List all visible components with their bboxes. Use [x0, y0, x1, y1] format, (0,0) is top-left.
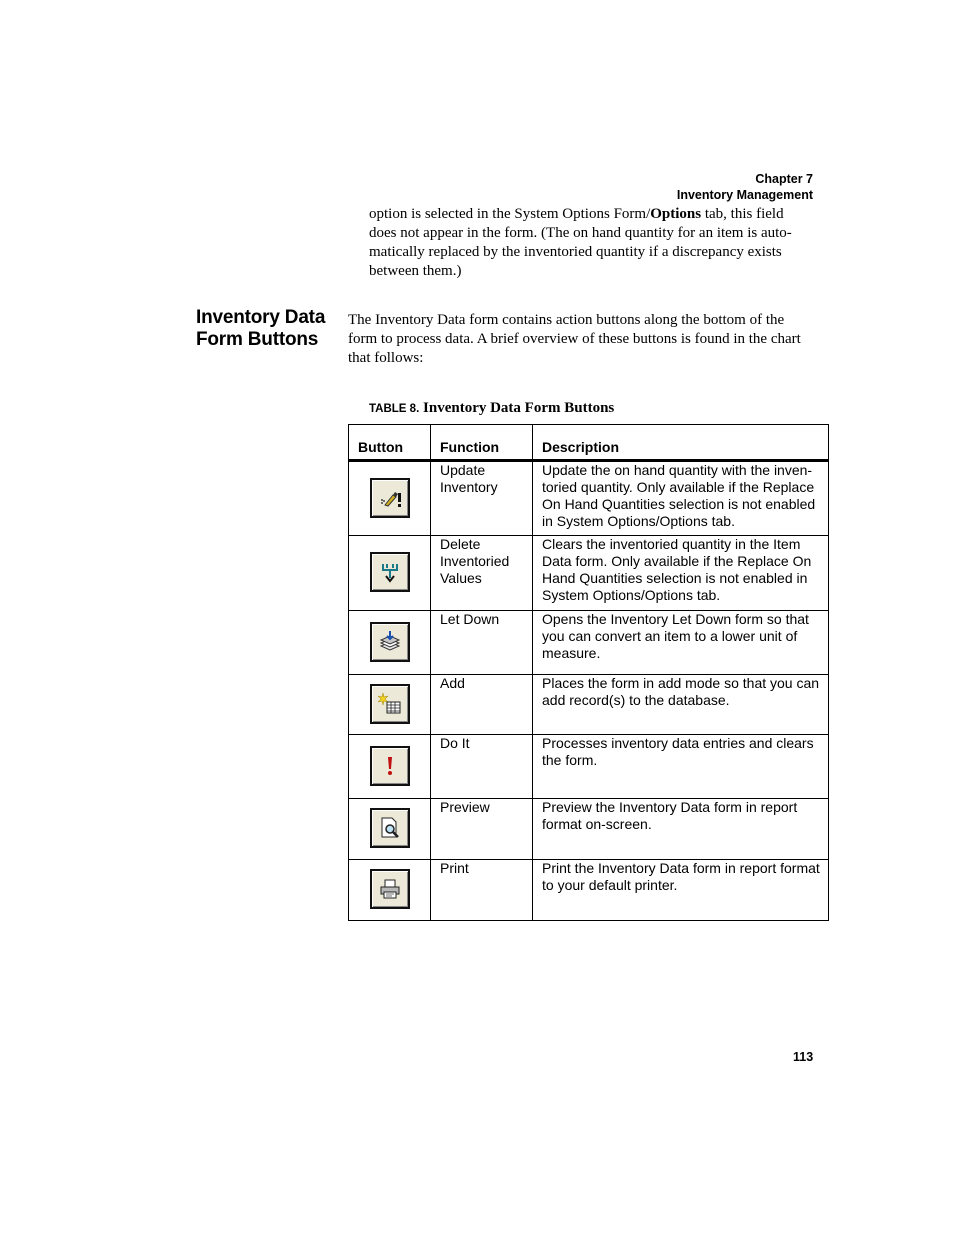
- delete-inventoried-values-button[interactable]: [370, 552, 410, 592]
- printer-icon: [377, 876, 403, 902]
- print-button[interactable]: [370, 869, 410, 909]
- intro-text-start: option is selected in the System Options Form/: [369, 206, 651, 222]
- intro-text-end: tab, this field does not appear in the form. (The on hand quantity for an item is auto-matically replaced by the inventoried quantity if a discrepancy exists between them.): [369, 206, 792, 279]
- preview-button[interactable]: [370, 808, 410, 848]
- table-caption-label: TABLE 8.: [369, 403, 420, 415]
- chapter-title: Inventory Management: [676, 188, 813, 202]
- description-cell: Print the Inventory Data form in report format to your default printer.: [533, 860, 829, 921]
- function-cell: Delete Inventoried Values: [431, 536, 533, 611]
- description-cell: Update the on hand quantity with the inven-toried quantity. Only available if the Replace On Hand Quantities selection is not enabled in System Options/Options tab.: [533, 461, 829, 536]
- table-row: [349, 611, 829, 675]
- table-header-row: [349, 425, 829, 461]
- delete-inventoried-values-icon: [377, 559, 403, 585]
- running-header: [677, 171, 813, 203]
- function-cell: Preview: [431, 799, 533, 860]
- let-down-button[interactable]: [370, 622, 410, 662]
- table-row: [349, 675, 829, 735]
- add-record-icon: [377, 691, 403, 717]
- section-heading: Inventory Data Form Buttons: [196, 307, 326, 350]
- function-cell: Do It: [431, 735, 533, 799]
- function-cell: Print: [431, 860, 533, 921]
- update-inventory-icon: [377, 485, 403, 511]
- header-button: Button: [349, 425, 431, 461]
- table-row: [349, 860, 829, 921]
- description-cell: Processes inventory data entries and clears the form.: [533, 735, 829, 799]
- add-button[interactable]: [370, 684, 410, 724]
- header-description: Description: [533, 425, 829, 461]
- chapter-label: Chapter 7: [755, 172, 813, 186]
- function-cell: Let Down: [431, 611, 533, 675]
- preview-icon: [377, 815, 403, 841]
- table-row: [349, 735, 829, 799]
- description-cell: Opens the Inventory Let Down form so that you can convert an item to a lower unit of measure.: [533, 611, 829, 675]
- table-caption: [369, 400, 614, 417]
- page-number: 113: [793, 1050, 814, 1064]
- table-row: [349, 461, 829, 536]
- update-inventory-button[interactable]: [370, 478, 410, 518]
- description-cell: Places the form in add mode so that you can add record(s) to the database.: [533, 675, 829, 735]
- table-caption-title: Inventory Data Form Buttons: [423, 400, 615, 416]
- table-row: [349, 799, 829, 860]
- function-cell: Add: [431, 675, 533, 735]
- do-it-button[interactable]: [370, 746, 410, 786]
- header-function: Function: [431, 425, 533, 461]
- description-cell: Preview the Inventory Data form in report format on-screen.: [533, 799, 829, 860]
- buttons-table: [348, 424, 829, 921]
- section-paragraph: The Inventory Data form contains action buttons along the bottom of the form to process data. A brief overview of these buttons is found in the chart that follows:: [348, 312, 801, 366]
- let-down-icon: [377, 629, 403, 655]
- table-row: [349, 536, 829, 611]
- description-cell: Clears the inventoried quantity in the Item Data form. Only available if the Replace On Hand Quantities selection is not enabled in System Options/Options tab.: [533, 536, 829, 611]
- function-cell: Update Inventory: [431, 461, 533, 536]
- exclamation-icon: [377, 753, 403, 779]
- intro-bold-term: Options: [650, 206, 702, 222]
- intro-paragraph: [369, 205, 814, 281]
